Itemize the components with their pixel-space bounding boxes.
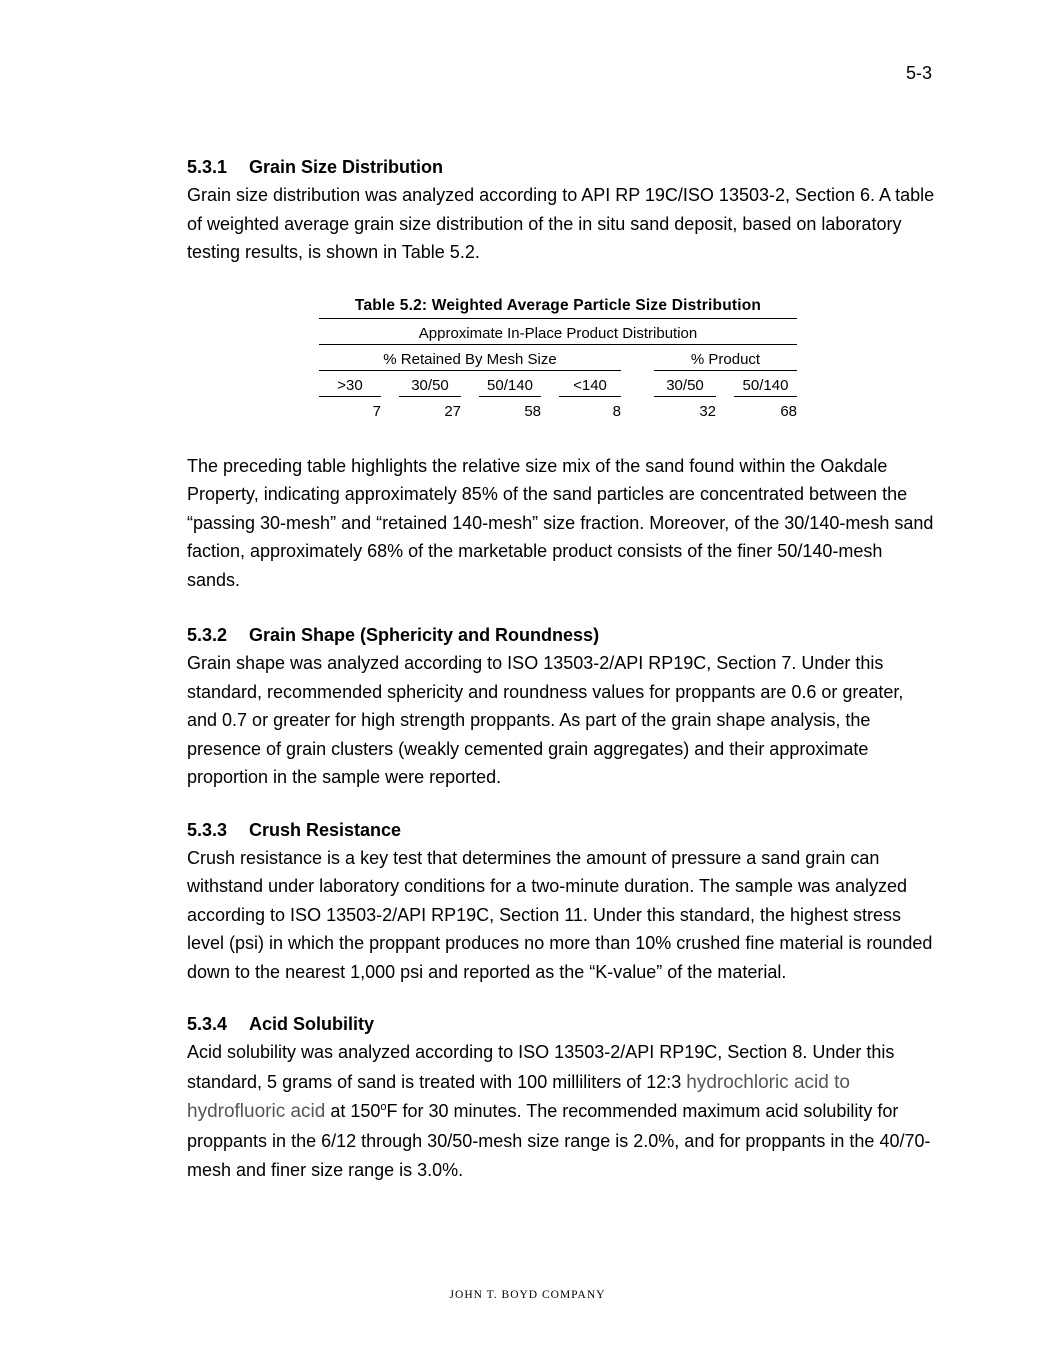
- paragraph-text: Acid solubility was analyzed according to ISO 13503-2/API RP19C, Section 8. Under this standard, 5 grams of sand is treated with 100 milliliters of 12:3: [187, 1042, 895, 1092]
- table-rule: [319, 396, 381, 397]
- section-heading: [187, 1011, 937, 1037]
- table-rule: [319, 318, 797, 319]
- page-number: 5-3: [905, 63, 932, 83]
- section-number: 5.3.1: [187, 157, 228, 177]
- degree-superscript: o: [380, 1101, 387, 1113]
- section-paragraph: [187, 1038, 937, 1186]
- table-rule: [654, 370, 797, 371]
- table-column-header: 30/50: [411, 376, 449, 394]
- section-heading: [187, 817, 937, 843]
- section-title: Acid Solubility: [249, 1014, 375, 1034]
- highlighted-text: hydrochloric acid to hydrofluoric acid: [187, 1071, 850, 1122]
- table-rule: [734, 396, 797, 397]
- table-title: Table 5.2: Weighted Average Particle Size Distribution: [354, 296, 762, 314]
- section-number: 5.3.2: [187, 625, 228, 645]
- table-rule: [399, 396, 461, 397]
- table-rule: [319, 344, 797, 345]
- table-rule: [559, 396, 621, 397]
- particle-size-table: [319, 297, 797, 428]
- table-cell: 58: [524, 402, 541, 420]
- table-column-header: 30/50: [666, 376, 704, 394]
- section-title: Grain Shape (Sphericity and Roundness): [249, 625, 600, 645]
- table-group-product: % Product: [690, 350, 761, 368]
- section-title: Grain Size Distribution: [249, 157, 444, 177]
- table-rule: [479, 396, 541, 397]
- table-super-header: Approximate In-Place Product Distribution: [418, 324, 698, 342]
- table-column-header: >30: [337, 376, 363, 394]
- table-column-header: <140: [573, 376, 607, 394]
- table-column-header: 50/140: [487, 376, 533, 394]
- table-cell: 7: [372, 402, 381, 420]
- table-rule: [654, 396, 716, 397]
- table-cell: 8: [612, 402, 621, 420]
- table-rule: [319, 370, 621, 371]
- table-cell: 27: [444, 402, 461, 420]
- section-paragraph: Grain shape was analyzed according to ISO 13503-2/API RP19C, Section 7. Under this standard, recommended sphericity and roundness values for proppants are 0.6 or greater, and 0.7 or greater for high strength proppants. As part of the grain shape analysis, the presence of grain clusters (weakly cemented grain aggregates) and their approximate proportion in the sample were reported.: [187, 653, 904, 787]
- section-heading: [187, 154, 937, 180]
- section-heading: [187, 622, 937, 648]
- paragraph-text: at 150: [325, 1101, 381, 1121]
- page-footer: JOHN T. BOYD COMPANY: [449, 1289, 606, 1301]
- section-paragraph: Crush resistance is a key test that determines the amount of pressure a sand grain can withstand under laboratory conditions for a two-minute duration. The sample was analyzed according to ISO 13503-2/API RP19C, Section 11. Under this standard, the highest stress level (psi) in which the proppant produces no more than 10% crushed fine material is rounded down to the nearest 1,000 psi and reported as the “K-value” of the material.: [187, 847, 933, 982]
- document-body: [187, 154, 937, 1186]
- section-title: Crush Resistance: [249, 819, 402, 840]
- table-cell: 32: [699, 402, 716, 420]
- table-cell: 68: [780, 402, 797, 420]
- paragraph-text: F for 30 minutes. The recommended maximum acid solubility for proppants in the 6/12 through 30/50-mesh size range is 2.0%, and for proppants in the 40/70-mesh and finer size range is 3.0%.: [187, 1101, 931, 1180]
- table-column-header: 50/140: [742, 376, 789, 394]
- section-number: 5.3.4: [187, 1014, 228, 1034]
- section-paragraph: Grain size distribution was analyzed according to API RP 19C/ISO 13503-2, Section 6. A table of weighted average grain size distribution of the in situ sand deposit, based on laboratory testing results, is shown in Table 5.2.: [187, 185, 935, 262]
- table-discussion-paragraph: The preceding table highlights the relative size mix of the sand found within the Oakdale Property, indicating approximately 85% of the sand particles are concentrated between the “passing 30-mesh” and “retained 140-mesh” size fraction. Moreover, of the 30/140-mesh sand faction, approximately 68% of the marketable product consists of the finer 50/140-mesh sands.: [187, 455, 934, 590]
- section-number: 5.3.3: [187, 819, 228, 840]
- table-group-retained: % Retained By Mesh Size: [383, 350, 557, 368]
